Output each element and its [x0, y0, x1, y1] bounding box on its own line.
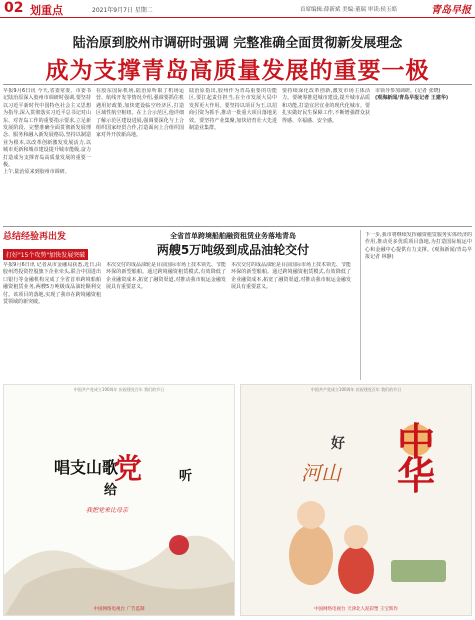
second-kicker: 全省首单跨境船舶融资租赁业务落地青岛 — [170, 232, 296, 240]
lead-para: 在胶东国际机场,陆治原听取了机场运营、航线开发等情况介绍,强调要抓住机遇用好政策,加快建设临空经济区,打造区域性航空枢纽。在上合示范区,他详细了解示范区建设进展,强调要深化与上合组织国家经贸合作,打造面向上合组织国家对外开放新高地。 — [96, 88, 184, 139]
section-divider — [3, 226, 472, 227]
clay-figures-illustration — [241, 385, 472, 616]
poster-good-word: 好 — [331, 436, 345, 452]
poster-footer: 中国网络电视台 广告监制 — [93, 607, 145, 612]
lead-column-4 — [282, 88, 370, 224]
second-column-right — [365, 232, 472, 378]
poster-river-word: 河山 — [301, 461, 341, 485]
lead-column-5 — [375, 88, 472, 224]
promo-title: 总结经验再出发 — [3, 232, 67, 242]
section-name: 划重点 — [30, 4, 63, 17]
lead-byline: (观海新闻/青岛早报记者 王建华) — [375, 95, 449, 102]
poster-party-word: 党 — [114, 452, 143, 485]
mountain-illustration — [4, 385, 235, 616]
poster-sing-to-party — [3, 384, 235, 616]
second-para: 早报9月6日讯 记者从市金融局获悉,近日,由胶州湾投资控股旗下企业牵头,联合中国进出口银行等金融机构完成了全省首单跨境船舶融资租赁业务,两艘5万吨级成品油轮顺利交付。该项目的落地,实现了我市在跨境融资租赁领域的新突破。 — [3, 262, 101, 306]
poster-line-3: 听 — [179, 469, 193, 484]
second-para: 下一步,我市将继续发挥融资租赁服务实体经济的作用,推动更多优质项目落地,为打造国际航运中心和金融中心提供有力支撑。(观海新闻/青岛早报记者 林静) — [365, 232, 472, 261]
poster-line-2: 给 — [104, 483, 118, 498]
lead-column-3 — [189, 88, 277, 224]
second-headline: 两艘5万吨级到成品油轮交付 — [156, 243, 310, 257]
lead-para: 要持续深化改革创新,激发市场主体活力。要统筹推进城市建设,提升城市品质和功能,打造宜居宜业的现代化城市。要扎实做好民生保障工作,不断增强群众获得感、幸福感、安全感。 — [282, 88, 370, 124]
lead-kicker: 陆治原到胶州市调研时强调 完整准确全面贯彻新发展理念 — [72, 36, 403, 51]
poster-china-word: 中华 — [396, 420, 435, 498]
promo-subtitle: 打好"15个攻势"加快发展突破 — [3, 249, 88, 260]
column-divider — [360, 230, 361, 380]
poster-subtitle: 我把党来比母亲 — [86, 507, 129, 514]
page-number: 02 — [4, 0, 24, 16]
second-para: 本次交付的成品油轮是目前国际市场上技术领先、节能环保的新型船舶。通过跨境融资租赁模式,有效降低了企业融资成本,拓宽了融资渠道,对推动我市航运金融发展具有重要意义。 — [106, 262, 226, 291]
lead-column-2 — [96, 88, 184, 224]
lead-para: 市领导参加调研。(记者 张晓) — [375, 88, 441, 94]
promo-box — [3, 229, 101, 257]
page-header — [0, 0, 475, 18]
lead-para: 早报9月6日讯 今天,省委常委、市委书记陆治原深入胶州市调研时强调,要坚持以习近平新时代中国特色社会主义思想为指导,深入贯彻落实习近平总书记对山东、对青岛工作的重要指示要求,立足新发展阶段、完整准确全面贯彻新发展理念、服务和融入新发展格局,坚持以制造业为根本,以改革创新激发发展活力,以城市更新和城市建设提升城市能级,奋力打造成为支撑青岛高质量发展的重要一极。 — [3, 88, 91, 169]
newspaper-logo: 青岛早报 — [431, 5, 471, 16]
poster-top-line: 中国共产党成立100周年 庆祝建党百年 我们的节日 — [310, 387, 402, 392]
second-column-left — [3, 262, 101, 378]
lead-para: 上午,陆治原来到胶州市调研。 — [3, 169, 70, 176]
second-column-mid2 — [231, 262, 351, 378]
lead-headline: 成为支撑青岛高质量发展的重要一极 — [45, 58, 430, 84]
issue-date: 2021年9月7日 星期二 — [92, 7, 153, 14]
second-column-mid — [106, 262, 226, 378]
poster-top-line: 中国共产党成立100周年 庆祝建党百年 我们的节日 — [73, 387, 165, 392]
second-para: 本次交付的成品油轮是目前国际市场上技术领先、节能环保的新型船舶。通过跨境融资租赁模式,有效降低了企业融资成本,拓宽了融资渠道,对推动我市航运金融发展具有重要意义。 — [231, 262, 351, 291]
editor-credits: 首席编辑:薛新斌 美编:董瑞 审读:侯玉皓 — [300, 7, 398, 13]
poster-good-china — [240, 384, 472, 616]
lead-para: 陆治原指出,胶州作为青岛重要的功能区,要扛起责任担当,在全市发展大局中发挥更大作用。要坚持以项目为王,以招商引资为抓手,推动一批重大项目落地见效。要坚持产业集聚,加快培育壮大先进制造业集群。 — [189, 88, 277, 132]
poster-line-1: 唱支山歌 — [54, 458, 119, 477]
lead-column-1 — [3, 88, 91, 224]
headline-divider — [3, 84, 472, 85]
poster-footer: 中国网络电视台 天津北人泥彩塑 王宝辉作 — [314, 607, 398, 612]
